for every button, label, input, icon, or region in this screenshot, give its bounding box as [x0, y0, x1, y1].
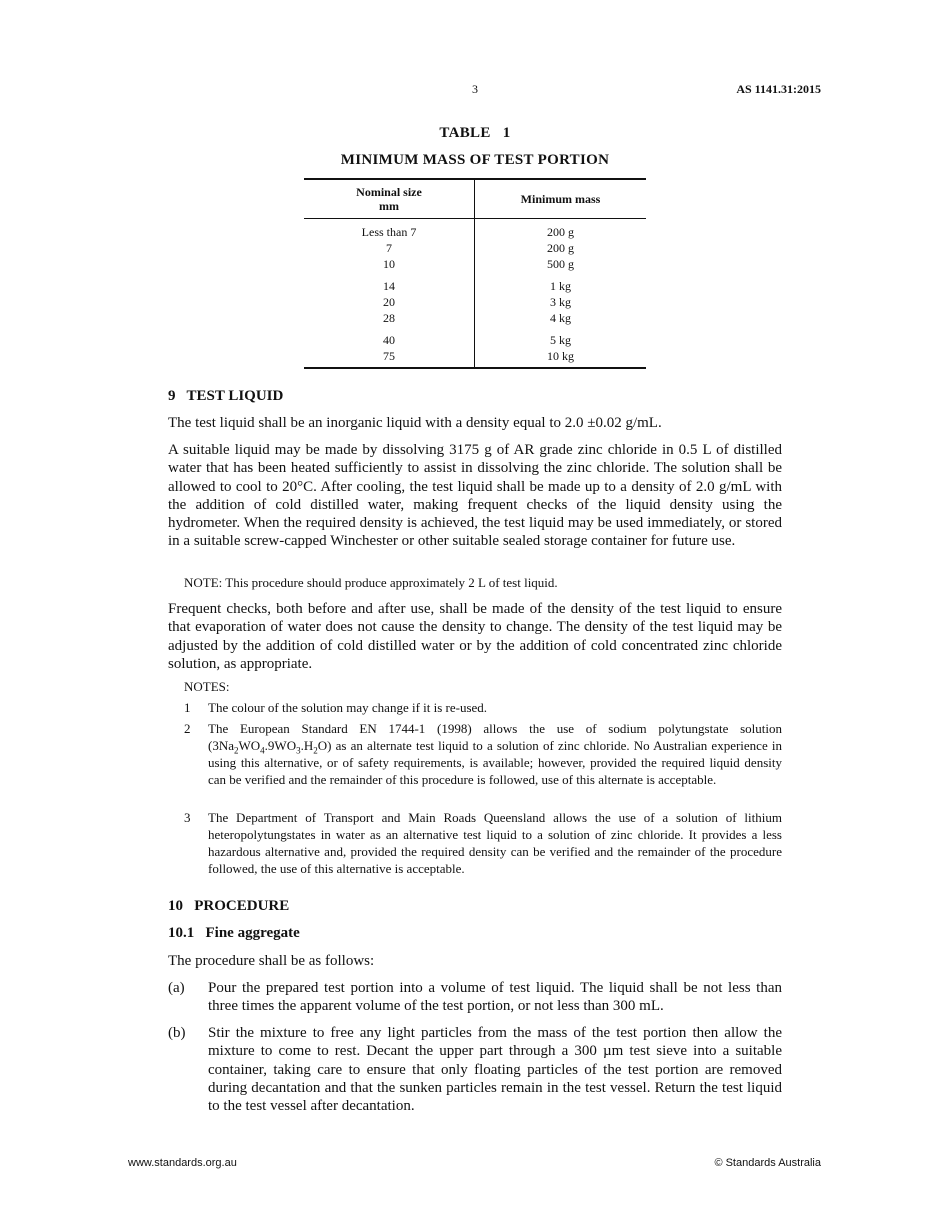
mass-value: 200 g: [547, 225, 574, 239]
notes-label: NOTES:: [184, 679, 230, 694]
section-9-heading: 9 TEST LIQUID: [168, 388, 284, 404]
footer-copyright: © Standards Australia: [714, 1157, 821, 1169]
note-number: 2: [184, 721, 191, 736]
section-10-intro: The procedure shall be as follows:: [168, 953, 375, 969]
size-value: 75: [383, 349, 395, 363]
procedure-label: (a): [168, 980, 185, 996]
minimum-mass-table: [304, 178, 646, 369]
table-cell-sizes: [304, 326, 475, 368]
column-header-unit: mm: [379, 199, 399, 213]
table-cell-sizes: [304, 219, 475, 273]
mass-value: 4 kg: [550, 311, 571, 325]
note-item: [184, 699, 782, 716]
note-text: The Department of Transport and Main Roads Queensland allows the use of a solution of lithium heteropolytungstates in water as an alternative test liquid to a solution of zinc chloride. It provides a less hazardous alternative and, provided the required density can be verified and the remainder of the procedure followed, the use of this alternative is acceptable.: [208, 810, 782, 876]
note-text: The colour of the solution may change if it is re-used.: [208, 700, 488, 715]
procedure-text: Stir the mixture to free any light particles from the mass of the test portion then allow the mixture to come to rest. Decant the upper part through a 300 µm test sieve into a suitable container, taking care to ensure that only floating particles of the test portion are removed during decantation and that the sunken particles remain in the test vessel. Return the test liquid to the test vessel after decantation.: [208, 1025, 782, 1115]
column-header-nominal-size: [304, 179, 475, 219]
section-10-heading: 10 PROCEDURE: [168, 898, 290, 914]
note-item: [184, 809, 782, 877]
mass-value: 5 kg: [550, 333, 571, 347]
section-9-paragraph-3: Frequent checks, both before and after use, shall be made of the density of the test liquid to ensure that evaporation of water does not cause the density to change. The density of the test liquid may be adjusted by the addition of cold distilled water or by the addition of cold concentrated zinc chloride solution, as appropriate.: [168, 601, 782, 672]
size-value: Less than 7: [361, 225, 417, 239]
procedure-item: [168, 1024, 782, 1115]
procedure-text: Pour the prepared test portion into a volume of test liquid. The liquid shall be not less than three times the apparent volume of the test portion, or not less than 300 mL.: [208, 980, 782, 1015]
note-number: 1: [184, 700, 191, 715]
section-9-note: NOTE: This procedure should produce approximately 2 L of test liquid.: [184, 575, 558, 590]
section-9-paragraph-1: The test liquid shall be an inorganic liquid with a density equal to 2.0 ±0.02 g/mL.: [168, 415, 662, 431]
size-value: 7: [386, 241, 392, 255]
table-cell-masses: [475, 326, 647, 368]
mass-value: 10 kg: [547, 349, 574, 363]
table-number: TABLE 1: [439, 125, 511, 141]
size-value: 20: [383, 295, 395, 309]
standard-id: AS 1141.31:2015: [736, 82, 821, 96]
size-value: 14: [383, 279, 395, 293]
page-number: 3: [472, 82, 478, 96]
mass-value: 500 g: [547, 257, 574, 271]
note-item: [184, 720, 782, 788]
mass-value: 200 g: [547, 241, 574, 255]
table-cell-masses: [475, 272, 647, 326]
footer-website: www.standards.org.au: [128, 1157, 237, 1169]
section-9-paragraph-2: A suitable liquid may be made by dissolving 3175 g of AR grade zinc chloride in 0.5 L of distilled water that has been heated sufficiently to assist in dissolving the zinc chloride. The solution shall be allowed to cool to 20°C. After cooling, the test liquid shall be made up to a density of 2.0 g/mL with the addition of cold distilled water, making frequent checks of the liquid density using the hydrometer. When the required density is achieved, the test liquid may be used immediately, or stored in a suitable screw-capped Winchester or other suitable sealed storage container for future use.: [168, 442, 782, 550]
procedure-label: (b): [168, 1025, 186, 1041]
size-value: 40: [383, 333, 395, 347]
table-cell-masses: [475, 219, 647, 273]
mass-value: 3 kg: [550, 295, 571, 309]
note-text: The European Standard EN 1744-1 (1998) allows the use of sodium polytungstate solution $(3Na_2WO_4.9WO_3.H_2O)$ as an alternate test liquid to a solution of zinc chloride. No Australian experience in using this alternative, or of safety requirements, is available; however, provided the required liquid density can be verified and the remainder of this procedure is followed, use of this alternate is acceptable.: [208, 721, 782, 787]
size-value: 28: [383, 311, 395, 325]
section-10-1-heading: 10.1 Fine aggregate: [168, 925, 300, 941]
table-cell-sizes: [304, 272, 475, 326]
column-header-minimum-mass: Minimum mass: [475, 179, 647, 219]
column-header-label: Nominal size: [356, 185, 422, 199]
mass-value: 1 kg: [550, 279, 571, 293]
size-value: 10: [383, 257, 395, 271]
note-number: 3: [184, 810, 191, 825]
procedure-item: [168, 979, 782, 1016]
table-caption: MINIMUM MASS OF TEST PORTION: [340, 152, 610, 168]
